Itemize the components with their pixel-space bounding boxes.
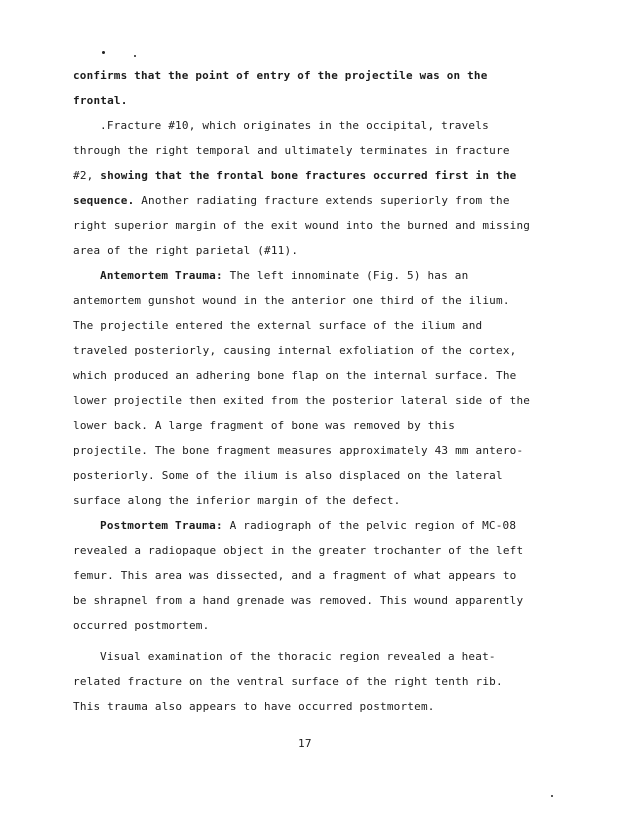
text-line: This trauma also appears to have occurred postmortem. (73, 700, 435, 713)
text-line: be shrapnel from a hand grenade was removed. This wound apparently (73, 594, 524, 607)
scan-speck (551, 795, 553, 797)
text-line: which produced an adhering bone flap on the internal surface. The (73, 369, 517, 382)
text-line: femur. This area was dissected, and a fragment of what appears to (73, 569, 517, 582)
text-line: .Fracture #10, which originates in the occipital, travels (100, 119, 489, 132)
text-line: lower projectile then exited from the posterior lateral side of the (73, 394, 531, 407)
text-line: confirms that the point of entry of the projectile was on the (73, 69, 488, 82)
text-line (100, 269, 468, 283)
scan-speck (134, 55, 136, 57)
text-line: posteriorly. Some of the ilium is also displaced on the lateral (73, 469, 503, 482)
text-line (73, 169, 516, 183)
text-line (100, 519, 516, 533)
text-span: Another radiating fracture extends superiorly from the (134, 194, 510, 207)
text-line: related fracture on the ventral surface of the right tenth rib. (73, 675, 503, 688)
text-line: area of the right parietal (#11). (73, 244, 299, 257)
text-span-bold: showing that the frontal bone fractures occurred first in the (100, 169, 517, 182)
text-line: The projectile entered the external surface of the ilium and (73, 319, 483, 332)
text-span: #2, (73, 169, 101, 182)
text-line: traveled posteriorly, causing internal exfoliation of the cortex, (73, 344, 517, 357)
text-line: surface along the inferior margin of the defect. (73, 494, 401, 507)
text-line: frontal. (73, 94, 128, 107)
text-line: occurred postmortem. (73, 619, 210, 632)
text-span-bold: sequence. (73, 194, 135, 207)
text-line: lower back. A large fragment of bone was removed by this (73, 419, 456, 432)
text-line: projectile. The bone fragment measures approximately 43 mm antero- (73, 444, 524, 457)
text-line: antemortem gunshot wound in the anterior one third of the ilium. (73, 294, 510, 307)
text-line: revealed a radiopaque object in the greater trochanter of the left (73, 544, 524, 557)
text-span: The left innominate (Fig. 5) has an (222, 269, 469, 282)
text-span: A radiograph of the pelvic region of MC-08 (222, 519, 517, 532)
section-heading: Postmortem Trauma: (100, 519, 223, 532)
page-number: 17 (298, 737, 312, 750)
text-line: right superior margin of the exit wound into the burned and missing (73, 219, 531, 232)
text-line: through the right temporal and ultimately terminates in fracture (73, 144, 510, 157)
scan-speck (102, 51, 105, 54)
text-line (73, 194, 510, 208)
text-line: Visual examination of the thoracic region revealed a heat- (100, 650, 496, 663)
section-heading: Antemortem Trauma: (100, 269, 223, 282)
